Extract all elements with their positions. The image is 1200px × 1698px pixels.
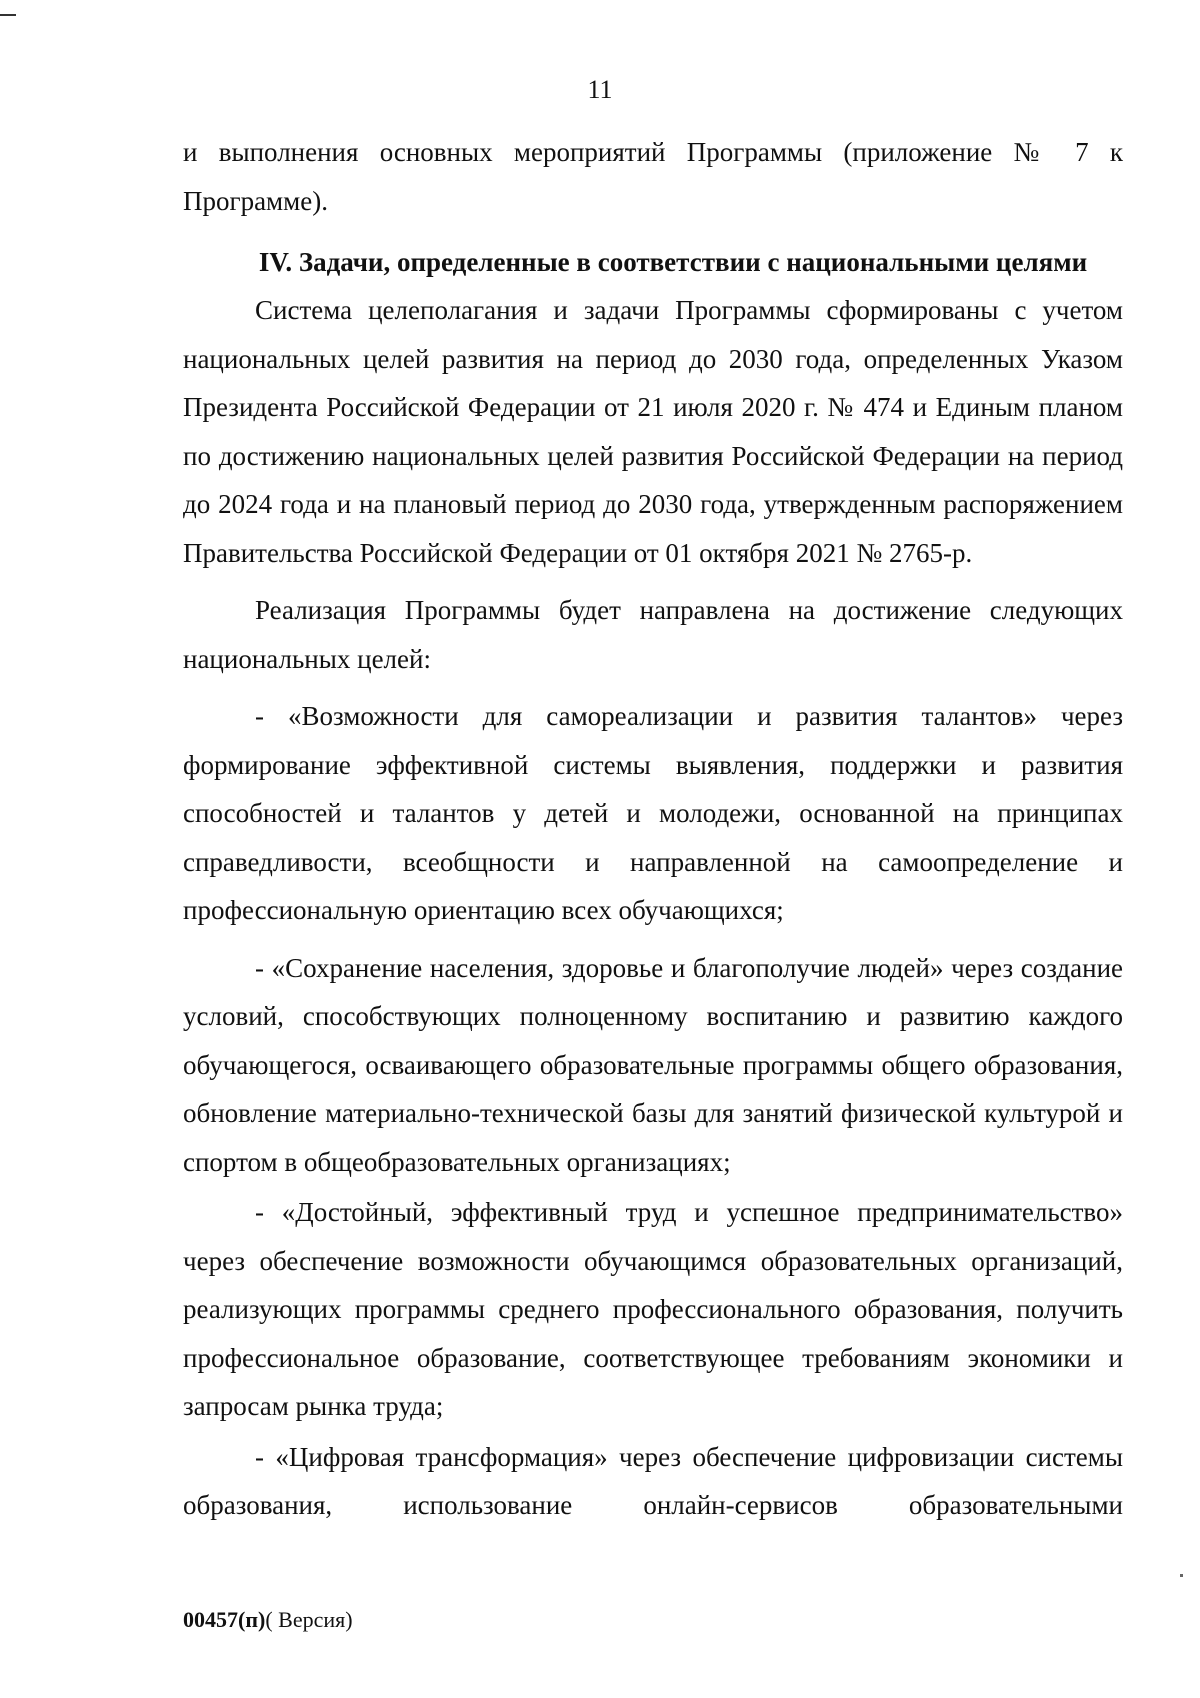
goal-item: - «Сохранение населения, здоровье и благополучие людей» через создание условий, способствующих полноценному воспитанию и развитию каждого обучающегося, осваивающего образовательные программы общего образования, обновление материально-технической базы для занятий физической культурой и спортом в общеобразовательных организациях;: [183, 952, 1123, 1177]
goal-item: - «Достойный, эффективный труд и успешное предпринимательство» через обеспечение возможности обучающимся образовательных организаций, реализующих программы среднего профессионального образования, получить профессиональное образование, соответствующее требованиям экономики и запросам рынка труда;: [183, 1197, 1123, 1421]
scan-artifact: [1180, 1574, 1183, 1577]
section-heading: IV. Задачи, определенные в соответствии с национальными целями: [258, 247, 1088, 277]
document-footer: [183, 1606, 353, 1634]
page-number: 11: [587, 75, 613, 104]
continuation-paragraph: и выполнения основных мероприятий Программы (приложение № 7 к Программе).: [183, 137, 1123, 216]
paragraph-goal-setting: Система целеполагания и задачи Программы сформированы с учетом национальных целей развития на период до 2030 года, определенных Указом Президента Российской Федерации от 21 июля 2020 г. № 474 и Единым планом по достижению национальных целей развития Российской Федерации на период до 2024 года и на плановый период до 2030 года, утвержденным распоряжением Правительства Российской Федерации от 01 октября 2021 № 2765-р.: [183, 295, 1123, 568]
document-code: 00457(п): [183, 1607, 266, 1632]
goal-item: - «Возможности для самореализации и развития талантов» через формирование эффективной системы выявления, поддержки и развития способностей и талантов у детей и молодежи, основанной на принципах справедливости, всеобщности и направленной на самоопределение и профессиональную ориентацию всех обучающихся;: [183, 701, 1123, 925]
scan-artifact: [0, 14, 16, 16]
paragraph-implementation: Реализация Программы будет направлена на достижение следующих национальных целей:: [183, 595, 1123, 674]
goal-item: - «Цифровая трансформация» через обеспечение цифровизации системы образования, использование онлайн-сервисов образовательными: [183, 1441, 1123, 1520]
document-body: [183, 128, 1123, 1530]
document-version: ( Версия): [265, 1607, 353, 1632]
